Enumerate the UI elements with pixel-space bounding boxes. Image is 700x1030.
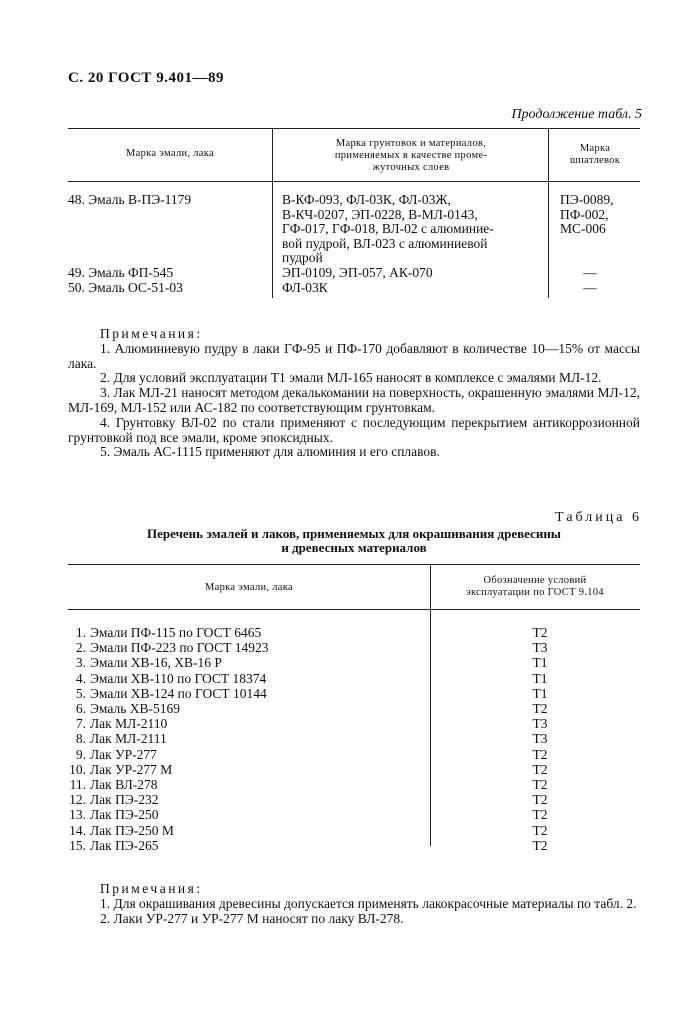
row-number: 4. <box>75 670 86 686</box>
table-6-row <box>66 777 268 792</box>
row-material: Лак ПЭ-250 М <box>90 822 174 838</box>
row-number: 5. <box>75 685 86 701</box>
row-material: Лак УР-277 <box>90 746 157 762</box>
note-item: 4. Грунтовку ВЛ-02 по стали применяют с последующим перекрытием антикоррозионной грунтовкой под все эмали, кроме эпоксидных. <box>68 414 640 445</box>
table-6-label: Таблица 6 <box>555 510 642 525</box>
row-material: Эмали ПФ-115 по ГОСТ 6465 <box>90 625 262 640</box>
table-6-row <box>66 655 268 670</box>
putty-line: ПЭ-0089, <box>560 192 614 207</box>
header-line: Марка <box>579 143 611 154</box>
notes-heading: Примечания: <box>100 326 203 341</box>
row-number: 15. <box>69 837 86 853</box>
row-condition: Т2 <box>532 761 548 777</box>
table-6-row <box>66 686 268 701</box>
row-material: Эмали ХВ-110 по ГОСТ 18374 <box>90 670 267 686</box>
header-line: Обозначение условий <box>483 575 587 586</box>
table-6-col-divider <box>430 564 431 846</box>
header-line: Марка грунтовок и материалов, <box>335 138 487 149</box>
row-condition: Т3 <box>532 716 548 732</box>
putty-line: ПФ-002, <box>560 206 609 222</box>
row-material: Лак ПЭ-250 <box>90 807 159 823</box>
row-number: 8. <box>75 731 86 747</box>
table-5-col3-header <box>550 143 640 167</box>
table-5-col2-header <box>276 138 546 174</box>
row-number: 1. <box>75 625 86 640</box>
row-material: Лак ВЛ-278 <box>90 777 158 793</box>
row-material: Лак МЛ-2110 <box>90 716 168 732</box>
note-item: 3. Лак МЛ-21 наносят методом декалькомании на поверхность, окрашенную эмалями МЛ-12, МЛ-169, МЛ-152 или АС-182 по соответствующим грунтовкам. <box>68 385 640 415</box>
row-material: Эмали ХВ-124 по ГОСТ 10144 <box>90 685 267 701</box>
table-6-row <box>66 838 268 853</box>
row-condition: Т2 <box>532 777 548 793</box>
table-5-row-50-enamel: 50. Эмаль ОС-51-03 <box>68 280 183 295</box>
table-6-row <box>66 731 268 746</box>
table-6-header-rule <box>68 609 640 610</box>
table-6-row <box>66 823 268 838</box>
notes-heading: Примечания: <box>100 881 203 896</box>
primer-line: В-КФ-093, ФЛ-03К, ФЛ-03Ж, <box>282 192 451 207</box>
notes-table-6 <box>68 882 640 926</box>
table-5-header-rule <box>68 181 640 182</box>
table-5-row-50-putty: — <box>583 280 597 295</box>
row-condition: Т2 <box>532 822 548 838</box>
table-5-row-49-primers: ЭП-0109, ЭП-057, АК-070 <box>282 265 433 280</box>
table-continuation-label: Продолжение табл. 5 <box>511 107 642 122</box>
row-material: Эмали ПФ-223 по ГОСТ 14923 <box>90 640 269 656</box>
table-5-row-48-putty <box>560 193 640 237</box>
title-line: Перечень эмалей и лаков, применяемых для окрашивания древесины <box>147 526 561 541</box>
table-6-col2-header <box>432 575 638 599</box>
notes-table-5 <box>68 327 640 460</box>
row-number: 14. <box>69 822 86 838</box>
row-condition: Т1 <box>532 685 548 701</box>
row-number: 11. <box>69 777 86 793</box>
table-6-conditions <box>470 625 610 853</box>
note-item: 1. Алюминиевую пудру в лаки ГФ-95 и ПФ-170 добавляют в количестве 10—15% от массы лака. <box>68 340 640 371</box>
table-6-row <box>66 701 268 716</box>
row-number: 10. <box>69 761 86 777</box>
header-line: жуточных слоев <box>372 162 450 173</box>
row-condition: Т2 <box>532 792 548 808</box>
table-6-row <box>66 671 268 686</box>
row-condition: Т2 <box>532 746 548 762</box>
table-5-row-49-enamel: 49. Эмаль ФП-545 <box>68 265 174 280</box>
table-6-row <box>66 792 268 807</box>
row-number: 7. <box>75 716 86 732</box>
primer-line: вой пудрой, ВЛ-023 с алюминиевой <box>282 235 488 251</box>
row-condition: Т2 <box>532 701 548 717</box>
note-item: 1. Для окрашивания древесины допускается применять лакокрасочные материалы по табл. 2. <box>100 895 637 911</box>
row-condition: Т2 <box>532 807 548 823</box>
row-number: 12. <box>69 792 86 808</box>
row-number: 6. <box>75 701 86 717</box>
row-material: Лак МЛ-2111 <box>90 731 167 747</box>
table-5-col1-header: Марка эмали, лака <box>126 148 214 159</box>
row-condition: Т2 <box>532 837 548 853</box>
table-6-row <box>66 625 268 640</box>
row-number: 3. <box>75 655 86 671</box>
table-5-top-rule <box>68 128 640 129</box>
row-condition: Т1 <box>532 670 548 686</box>
table-6-row <box>66 762 268 777</box>
row-material: Эмали ХВ-16, ХВ-16 Р <box>90 655 222 671</box>
table-6-row <box>66 807 268 822</box>
table-5-row-49-putty: — <box>583 265 597 280</box>
table-6-top-rule <box>68 564 640 565</box>
row-material: Лак ПЭ-265 <box>90 837 159 853</box>
row-condition: Т2 <box>532 625 548 640</box>
header-line: шпатлевок <box>569 155 621 166</box>
primer-line: ГФ-017, ГФ-018, ВЛ-02 с алюминие- <box>282 221 494 236</box>
primer-line: пудрой <box>282 250 323 265</box>
row-number: 9. <box>75 746 86 762</box>
note-item: 5. Эмаль АС-1115 применяют для алюминия и его сплавов. <box>100 444 440 460</box>
row-condition: Т3 <box>532 640 548 656</box>
table-6-names <box>66 625 268 853</box>
table-6-col1-header: Марка эмали, лака <box>205 582 293 593</box>
primer-line: В-КЧ-0207, ЭП-0228, В-МЛ-0143, <box>282 206 478 222</box>
table-5-row-50-primers: ФЛ-03К <box>282 280 328 295</box>
table-5-row-48-enamel: 48. Эмаль В-ПЭ-1179 <box>68 192 192 207</box>
note-item: 2. Для условий эксплуатации Т1 эмали МЛ-165 наносят в комплексе с эмалями МЛ-12. <box>100 370 602 386</box>
table-5-col-divider-2 <box>548 128 549 298</box>
table-6-row <box>66 747 268 762</box>
row-material: Эмаль ХВ-5169 <box>90 701 180 717</box>
title-line: и древесных материалов <box>281 540 427 555</box>
row-condition: Т1 <box>532 655 548 671</box>
note-item: 2. Лаки УР-277 и УР-277 М наносят по лаку ВЛ-278. <box>100 910 404 926</box>
table-6-row <box>66 716 268 731</box>
header-line: применяемых в качестве проме- <box>334 150 488 161</box>
table-5-col-divider-1 <box>272 128 273 298</box>
row-condition: Т3 <box>532 731 548 747</box>
row-material: Лак УР-277 М <box>90 761 173 777</box>
row-material: Лак ПЭ-232 <box>90 792 159 808</box>
table-6-row <box>66 640 268 655</box>
table-5-row-48-primers <box>282 193 546 266</box>
header-line: эксплуатации по ГОСТ 9.104 <box>466 587 604 598</box>
page-header: С. 20 ГОСТ 9.401—89 <box>68 70 224 86</box>
table-6-title <box>68 527 640 555</box>
row-number: 2. <box>75 640 86 656</box>
row-number: 13. <box>69 807 86 823</box>
putty-line: МС-006 <box>560 221 606 236</box>
